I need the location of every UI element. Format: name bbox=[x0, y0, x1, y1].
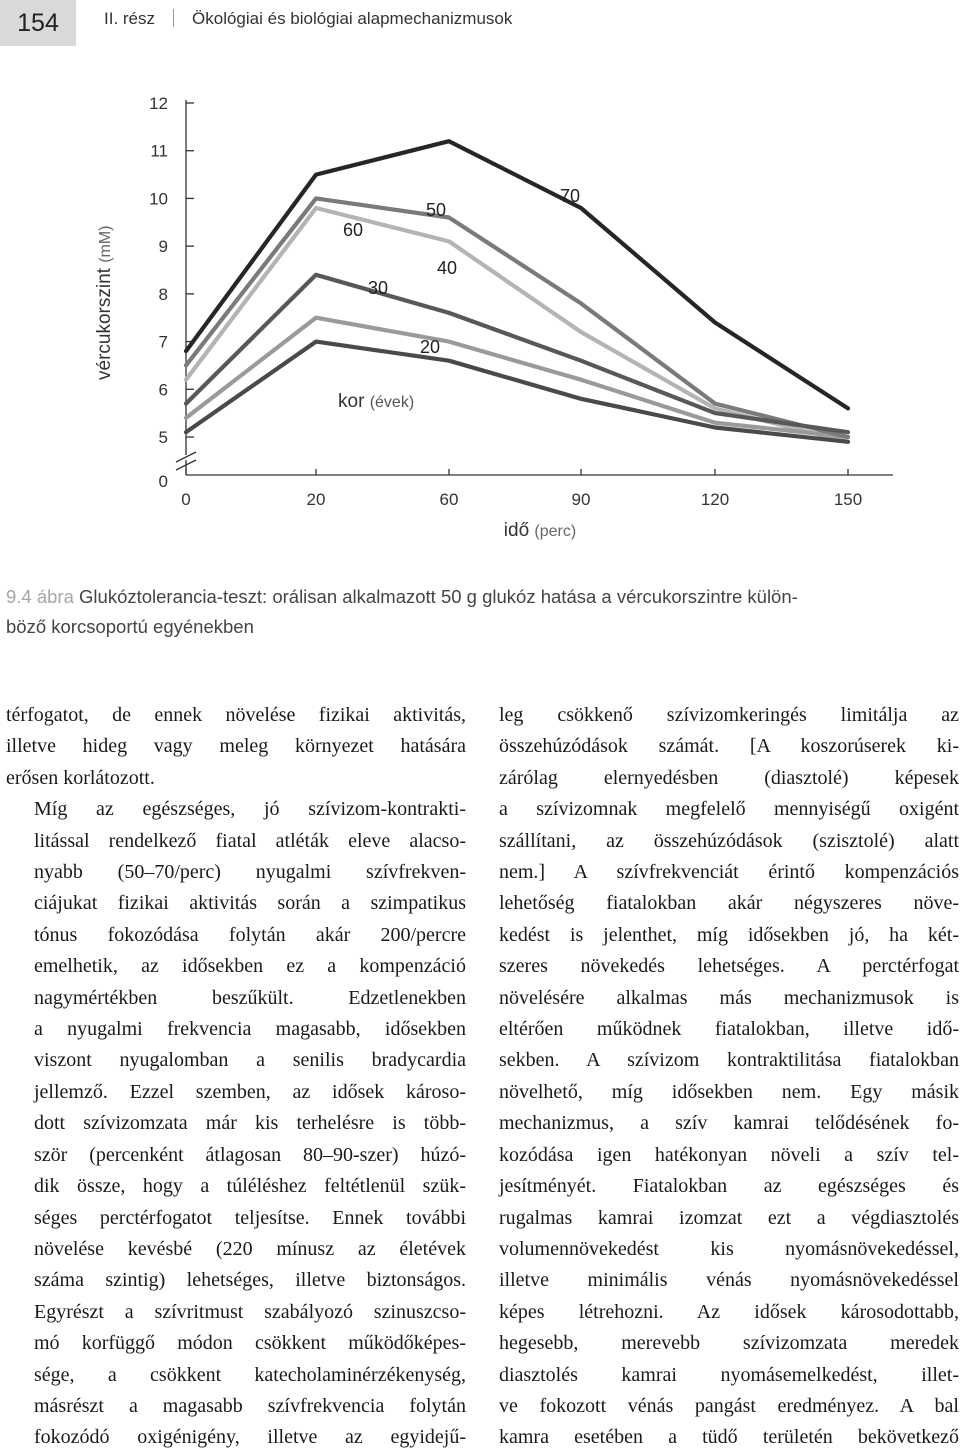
text-line: mó korfüggő módon csökkent működőképes- bbox=[34, 1332, 466, 1355]
text-line: jesítményét. Fiatalokban az egészséges és bbox=[499, 1175, 959, 1198]
legend-title: kor (évek) bbox=[338, 391, 415, 412]
y-tick-label: 6 bbox=[158, 380, 168, 400]
y-tick-label: 10 bbox=[149, 189, 168, 209]
y-tick-label: 11 bbox=[150, 141, 168, 161]
series-label-age-50: 50 bbox=[425, 200, 447, 220]
text-line: sége, a csökkent katecholaminérzékenység, bbox=[34, 1363, 466, 1386]
series-label-age-30: 30 bbox=[367, 278, 389, 298]
caption-text-line2: böző korcsoportú egyénekben bbox=[6, 616, 254, 637]
text-line: séges perctérfogatot teljesítse. Ennek további bbox=[34, 1206, 466, 1229]
series-label-age-70: 70 bbox=[559, 186, 581, 206]
text-line: nyabb (50–70/perc) nyugalmi szívfrekven- bbox=[34, 861, 466, 884]
text-line: mechanizmus, a szív kamrai telődésének fo- bbox=[499, 1112, 959, 1135]
figure-caption bbox=[6, 582, 956, 642]
x-tick-label: 20 bbox=[306, 490, 326, 509]
text-line: dik össze, hogy a túléléshez feltétlenül szük- bbox=[34, 1175, 466, 1198]
series-line-age-70 bbox=[186, 141, 848, 408]
paragraph bbox=[6, 794, 466, 1454]
section-title: Ökológiai és biológiai alapmechanizmusok bbox=[192, 9, 513, 28]
text-line: növelése kevésbé (220 mínusz az életévek bbox=[34, 1237, 466, 1260]
text-line: rugalmas kamrai izomzat ezt a végdiasztolés bbox=[499, 1206, 959, 1229]
paragraph bbox=[6, 700, 466, 794]
left-column bbox=[6, 700, 466, 1454]
text-line: másrészt a magasabb szívfrekvencia folytán bbox=[34, 1394, 466, 1417]
caption-text: Glukóztolerancia-teszt: orálisan alkalmazott 50 g glukóz hatása a vércukorszintre külön- bbox=[79, 586, 798, 607]
text-line: a szívizomnak megfelelő mennyiségű oxigént bbox=[499, 798, 959, 821]
series-label-age-20: 20 bbox=[419, 337, 441, 357]
text-line: ciájukat fizikai aktivitás során a szimpatikus bbox=[34, 892, 466, 915]
x-tick-label: 90 bbox=[571, 490, 591, 509]
series-label-age-60: 60 bbox=[342, 220, 364, 240]
text-line: dott szívizomzata már kis terhelésre is több- bbox=[34, 1112, 466, 1135]
y-tick-label: 8 bbox=[158, 284, 168, 304]
x-tick-label: 150 bbox=[833, 490, 863, 509]
series-line-age-60 bbox=[186, 198, 848, 437]
text-line: illetve minimális vénás nyomásnövekedéssel bbox=[499, 1269, 959, 1292]
header-divider bbox=[173, 9, 174, 27]
y-tick-label: 5 bbox=[158, 428, 168, 447]
y-tick-label: 12 bbox=[149, 94, 168, 113]
plot-area bbox=[149, 94, 893, 509]
text-line: Egyrészt a szívritmust szabályozó szinuszcso- bbox=[34, 1300, 466, 1323]
text-line: lehetőség fiatalokban akár négyszeres növe- bbox=[499, 892, 959, 915]
text-line: térfogatot, de ennek növelése fizikai aktivitás, bbox=[6, 704, 466, 726]
x-tick-label: 120 bbox=[700, 490, 730, 509]
text-line: szállítani, az összehúzódások (szisztolé) alatt bbox=[499, 829, 959, 852]
y-tick-label: 7 bbox=[158, 332, 168, 352]
text-line: erősen korlátozott. bbox=[6, 766, 155, 789]
x-tick-label: 60 bbox=[439, 490, 459, 509]
text-line: képes létrehozni. Az idősek károsodottabb, bbox=[499, 1300, 959, 1323]
text-line: diasztolés kamrai nyomásemelkedést, illet- bbox=[499, 1363, 959, 1386]
text-line: száma szintig) lehetséges, illetve biztonságos. bbox=[34, 1269, 466, 1292]
text-line: sekben. A szívizom kontraktilitása fiatalokban bbox=[499, 1049, 959, 1072]
part-label: II. rész bbox=[104, 9, 156, 28]
text-line: volumennövekedést kis nyomásnövekedéssel, bbox=[499, 1237, 959, 1260]
text-line: növelhető, míg idősekben nem. Egy másik bbox=[499, 1080, 959, 1103]
running-head bbox=[104, 9, 512, 29]
text-line: szeres növekedés lehetséges. A perctérfogat bbox=[499, 955, 959, 978]
text-line: kozódása igen hatékonyan növeli a szív tel- bbox=[499, 1143, 959, 1166]
text-line: emelhetik, az idősekben ez a kompenzáció bbox=[34, 955, 466, 978]
text-line: nem.] A szívfrekvenciát érintő kompenzációs bbox=[499, 861, 959, 884]
x-tick-label: 0 bbox=[181, 490, 191, 509]
text-line: kamra esetében a tüdő területén bekövetkező bbox=[499, 1426, 959, 1449]
text-line: litással rendelkező fiatal atléták eleve alacso- bbox=[34, 829, 466, 852]
paragraph bbox=[499, 700, 959, 1454]
glucose-tolerance-chart bbox=[0, 70, 960, 550]
text-line: hegesebb, merevebb szívizomzata meredek bbox=[499, 1332, 959, 1355]
x-axis-label: idő (perc) bbox=[503, 520, 577, 541]
text-line: tónus fokozódása folytán akár 200/percre bbox=[34, 923, 466, 946]
y-axis-label: vércukorszint (mM) bbox=[94, 225, 115, 380]
text-line: ször (percenként átlagosan 80–90-szer) húzó- bbox=[34, 1143, 466, 1166]
text-line: nagymértékben beszűkült. Edzetlenekben bbox=[34, 986, 466, 1009]
text-line: összehúzódások számát. [A koszorúserek ki- bbox=[499, 735, 959, 758]
series-line-age-40 bbox=[186, 275, 848, 432]
text-line: illetve hideg vagy meleg környezet hatására bbox=[6, 735, 466, 758]
series-label-age-40: 40 bbox=[436, 258, 458, 278]
y-tick-label: 0 bbox=[158, 472, 168, 491]
right-column bbox=[499, 700, 959, 1454]
text-line: ve fokozott vénás pangást eredményez. A bal bbox=[499, 1394, 959, 1417]
series-line-age-50 bbox=[186, 208, 848, 442]
text-line: zárólag elernyedésben (diasztolé) képesek bbox=[499, 766, 959, 789]
text-line: fokozódó oxigénigény, illetve az egyidejű- bbox=[34, 1426, 466, 1449]
page-number: 154 bbox=[0, 0, 76, 46]
text-line: kedést is jelenthet, míg idősekben jó, ha két- bbox=[499, 923, 959, 946]
y-tick-label: 9 bbox=[158, 237, 168, 257]
text-line: Míg az egészséges, jó szívizom-kontrakti- bbox=[34, 798, 466, 821]
figure-number: 9.4 ábra bbox=[6, 586, 74, 607]
text-line: eltérően működnek fiatalokban, illetve idő- bbox=[499, 1018, 959, 1041]
text-line: növelésére alkalmas más mechanizmusok is bbox=[499, 986, 959, 1009]
text-line: jellemző. Ezzel szemben, az idősek károso- bbox=[34, 1080, 466, 1103]
page-header bbox=[0, 0, 960, 46]
text-line: a nyugalmi frekvencia magasabb, idősekben bbox=[34, 1018, 466, 1041]
text-line: leg csökkenő szívizomkeringés limitálja az bbox=[499, 704, 959, 726]
text-line: viszont nyugalomban a senilis bradycardia bbox=[34, 1049, 466, 1072]
